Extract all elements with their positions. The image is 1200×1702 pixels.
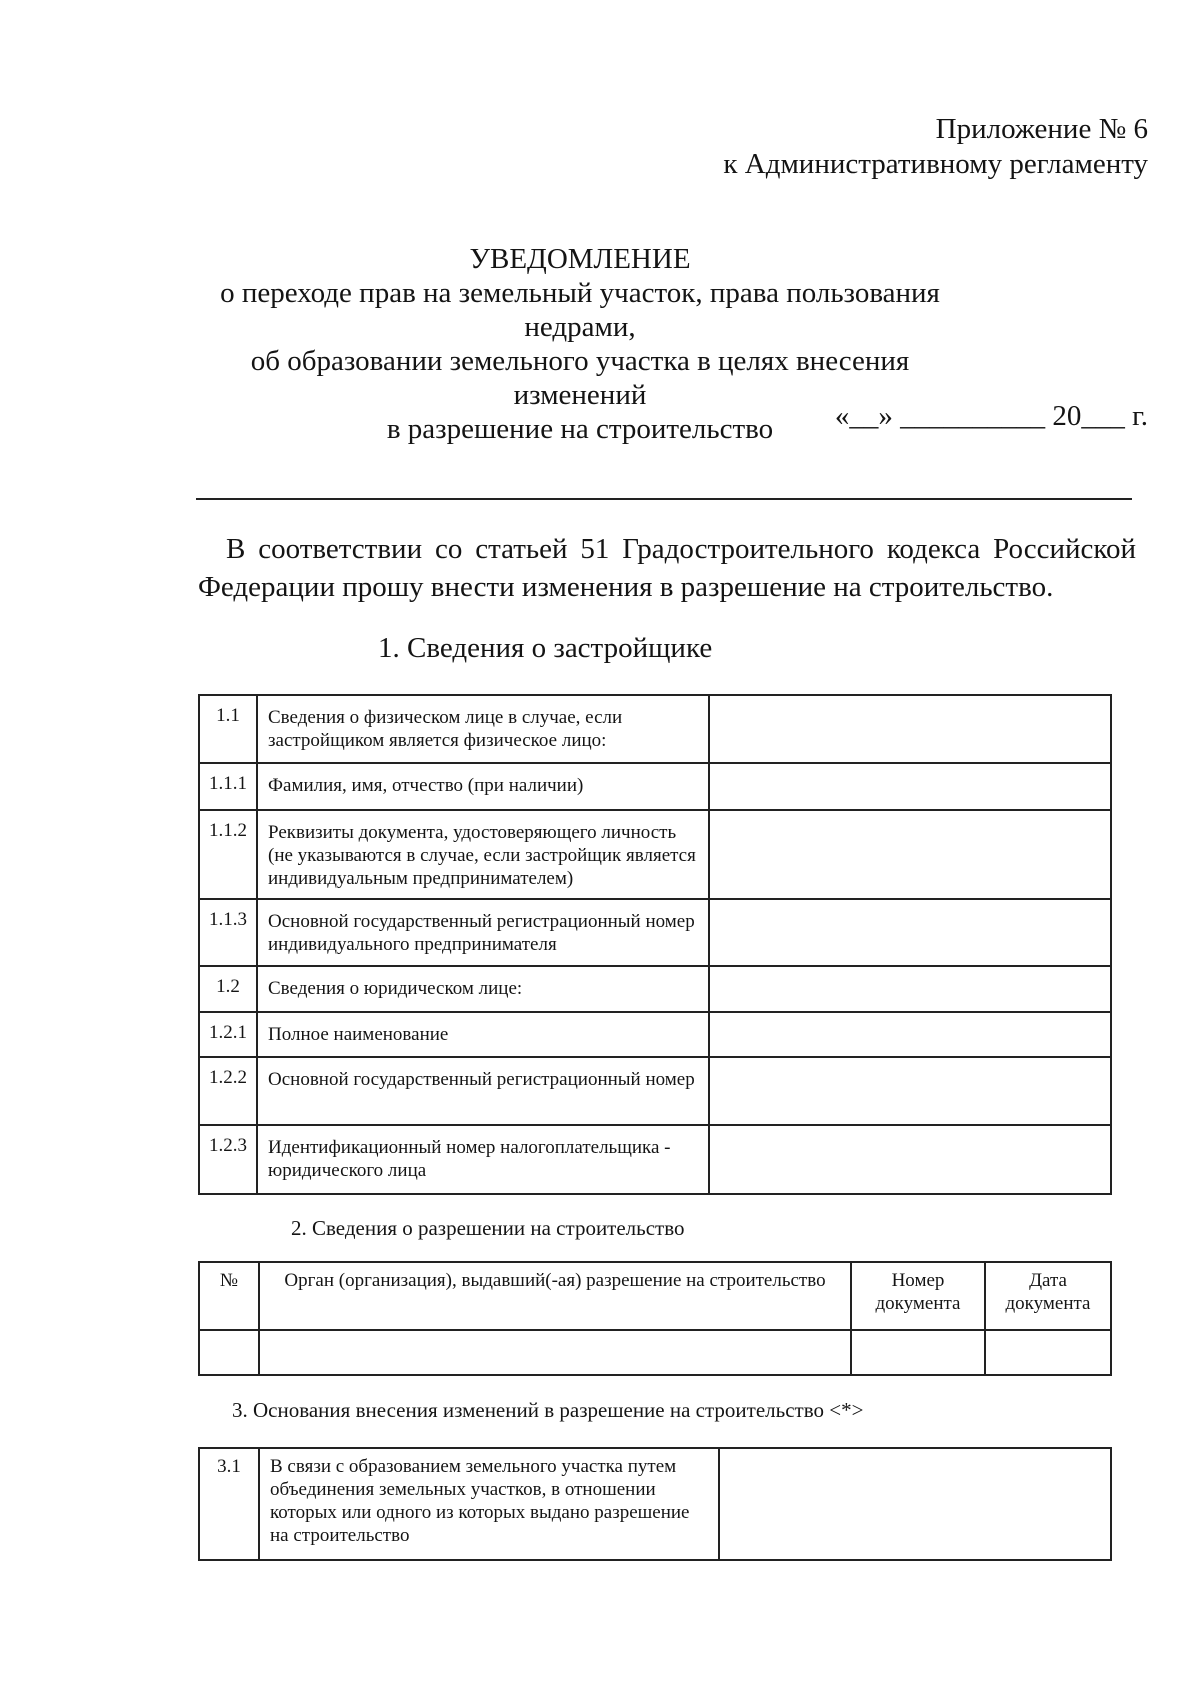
permit-issuer-field[interactable] (259, 1330, 851, 1375)
row-number: 1.1.1 (199, 763, 257, 810)
row-value-field[interactable] (719, 1448, 1111, 1560)
table-row (199, 966, 1111, 1012)
table-row (199, 763, 1111, 810)
table-row (199, 810, 1111, 899)
column-header-doc-number: Номер документа (851, 1262, 985, 1330)
table-row (199, 1012, 1111, 1057)
section2-title: 2. Сведения о разрешении на строительство (291, 1216, 685, 1240)
row-number: 3.1 (199, 1448, 259, 1560)
permit-doc-date-field[interactable] (985, 1330, 1111, 1375)
document-subtitle-line1: о переходе прав на земельный участок, права пользования недрами, (220, 277, 940, 343)
section1-title: 1. Сведения о застройщике (378, 632, 713, 664)
annex-regulation: к Административному регламенту (723, 148, 1148, 180)
annex-reference (723, 112, 1148, 182)
table-row (199, 1448, 1111, 1560)
annex-number: Приложение № 6 (935, 113, 1148, 145)
permit-number-field[interactable] (199, 1330, 259, 1375)
permit-doc-number-field[interactable] (851, 1330, 985, 1375)
table-row (199, 899, 1111, 966)
row-value-field[interactable] (709, 1057, 1111, 1125)
document-subtitle-line2: об образовании земельного участка в целях внесения изменений (250, 345, 910, 411)
intro-paragraph: В соответствии со статьей 51 Градостроительного кодекса Российской Федерации прошу внести изменения в разрешение на строительство. (198, 533, 1136, 603)
table-row (199, 1057, 1111, 1125)
column-header-number: № (199, 1262, 259, 1330)
row-label: Сведения о юридическом лице: (257, 966, 709, 1012)
row-value-field[interactable] (709, 1125, 1111, 1194)
row-value-field[interactable] (709, 763, 1111, 810)
table-row (199, 695, 1111, 763)
row-label: В связи с образованием земельного участка путем объединения земельных участков, в отношении которых или одного из которых выдано разрешение на строительство (259, 1448, 719, 1560)
row-label: Полное наименование (257, 1012, 709, 1057)
row-label: Идентификационный номер налогоплательщика - юридического лица (257, 1125, 709, 1194)
row-number: 1.1.2 (199, 810, 257, 899)
document-subtitle-line3: в разрешение на строительство (386, 413, 774, 445)
table-header-row (199, 1262, 1111, 1330)
row-label: Фамилия, имя, отчество (при наличии) (257, 763, 709, 810)
row-label: Реквизиты документа, удостоверяющего личность (не указываются в случае, если застройщик является индивидуальным предпринимателем) (257, 810, 709, 899)
row-value-field[interactable] (709, 899, 1111, 966)
change-grounds-table (198, 1447, 1112, 1561)
row-value-field[interactable] (709, 695, 1111, 763)
document-title: УВЕДОМЛЕНИЕ (469, 243, 691, 275)
date-field[interactable]: «__» __________ 20___ г. (834, 400, 1148, 432)
row-label: Сведения о физическом лице в случае, если застройщиком является физическое лицо: (257, 695, 709, 763)
row-number: 1.1 (199, 695, 257, 763)
section3-title: 3. Основания внесения изменений в разрешение на строительство <*> (232, 1398, 864, 1422)
developer-info-table (198, 694, 1112, 1195)
table-row (199, 1125, 1111, 1194)
recipient-line[interactable] (196, 498, 1132, 500)
row-value-field[interactable] (709, 1012, 1111, 1057)
column-header-doc-date: Дата документа (985, 1262, 1111, 1330)
row-label: Основной государственный регистрационный номер (257, 1057, 709, 1125)
row-number: 1.2 (199, 966, 257, 1012)
row-number: 1.2.2 (199, 1057, 257, 1125)
row-number: 1.2.1 (199, 1012, 257, 1057)
permit-info-table (198, 1261, 1112, 1376)
row-label: Основной государственный регистрационный номер индивидуального предпринимателя (257, 899, 709, 966)
table-row (199, 1330, 1111, 1375)
row-value-field[interactable] (709, 810, 1111, 899)
row-value-field[interactable] (709, 966, 1111, 1012)
row-number: 1.2.3 (199, 1125, 257, 1194)
column-header-issuer: Орган (организация), выдавший(-ая) разрешение на строительство (259, 1262, 851, 1330)
row-number: 1.1.3 (199, 899, 257, 966)
